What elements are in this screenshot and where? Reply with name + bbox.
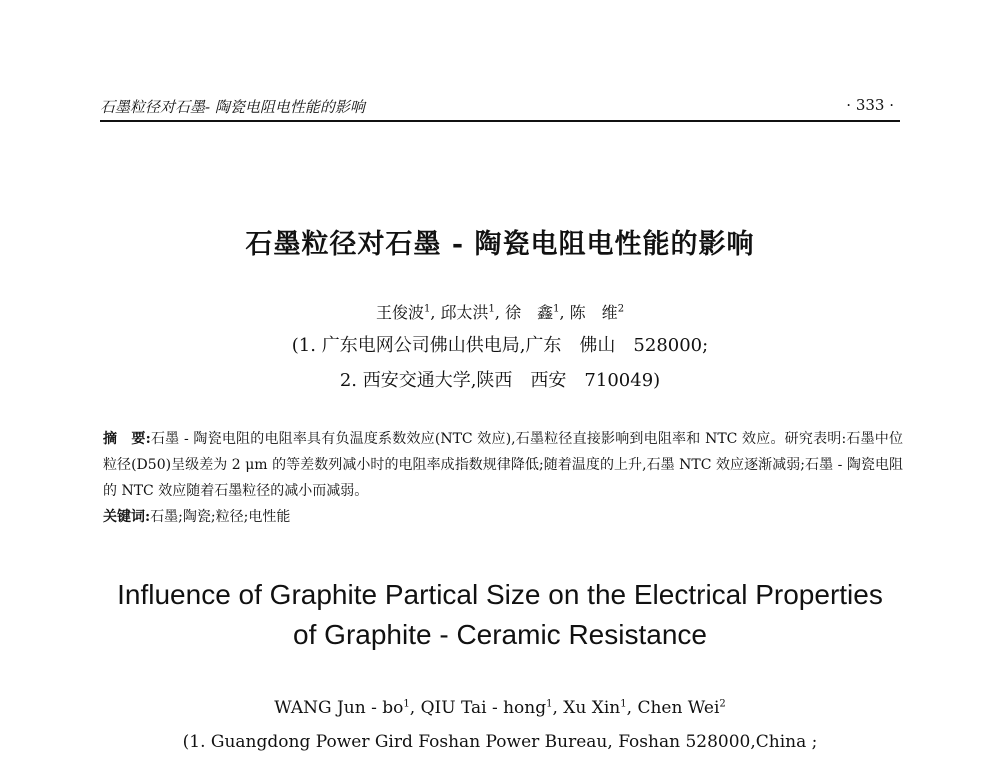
title-english — [0, 575, 1000, 655]
abstract-label: 摘 要: — [103, 431, 151, 447]
author-separator: , — [494, 303, 500, 322]
author-affiliation-mark: 1 — [553, 303, 560, 315]
author-name: 邱太洪 — [440, 303, 489, 322]
keywords-label: 关键词: — [103, 509, 151, 525]
author-separator: , — [626, 698, 633, 718]
keywords-text: 石墨;陶瓷;粒径;电性能 — [150, 509, 291, 525]
author-name: QIU Tai - hong — [420, 698, 547, 718]
title-chinese: 石墨粒径对石墨 - 陶瓷电阻电性能的影响 — [245, 229, 755, 260]
abstract-block — [103, 426, 903, 530]
running-head-title: 石墨粒径对石墨- 陶瓷电阻电性能的影响 — [100, 98, 365, 116]
author-affiliation-mark: 1 — [403, 698, 410, 710]
author-separator: , — [430, 303, 436, 322]
author-affiliation-mark: 1 — [488, 303, 495, 315]
header-rule — [100, 120, 900, 122]
authors-english — [0, 698, 1000, 718]
abstract-text: 石墨 - 陶瓷电阻的电阻率具有负温度系数效应(NTC 效应),石墨粒径直接影响到电阻率和 NTC 效应。研究表明:石墨中位粒径(D50)呈级差为 2 μm 的等差数列减小时的电阻率成指数规律降低;随着温度的上升,石墨 NTC 效应逐渐减弱;石墨 - 陶瓷电阻的 NTC 效应随着石墨粒径的减小而减弱。 — [103, 431, 903, 499]
author-name: WANG Jun - bo — [274, 698, 404, 718]
affiliation-chinese-2: 2. 西安交通大学,陕西 西安 710049) — [339, 370, 661, 391]
abstract-paragraph — [103, 426, 903, 504]
running-head — [100, 96, 900, 122]
author-affiliation-mark: 1 — [423, 303, 431, 315]
author-separator: , — [552, 698, 558, 718]
author-separator: , — [409, 698, 416, 718]
title-english-line-2: of Graphite - Ceramic Resistance — [293, 619, 707, 650]
author-name: 陈 维 — [569, 303, 618, 322]
author-affiliation-mark: 2 — [719, 698, 726, 710]
author-name: 王俊波 — [375, 303, 424, 322]
title-english-line-1: Influence of Graphite Partical Size on the Electrical Properties — [117, 579, 883, 610]
affiliation-chinese-1: (1. 广东电网公司佛山供电局,广东 佛山 528000; — [291, 335, 709, 356]
author-affiliation-mark: 1 — [620, 698, 627, 710]
page-number: · 333 · — [846, 96, 894, 114]
author-name: Chen Wei — [637, 698, 720, 718]
author-affiliation-mark: 2 — [617, 303, 625, 315]
affiliation-english: (1. Guangdong Power Gird Foshan Power Bureau, Foshan 528000,China ; — [182, 732, 818, 752]
author-separator: , — [559, 303, 565, 322]
author-name: Xu Xin — [563, 698, 621, 718]
authors-chinese — [0, 300, 1000, 323]
author-name: 徐 鑫 — [505, 303, 554, 322]
keywords-line — [103, 504, 903, 530]
author-affiliation-mark: 1 — [546, 698, 553, 710]
